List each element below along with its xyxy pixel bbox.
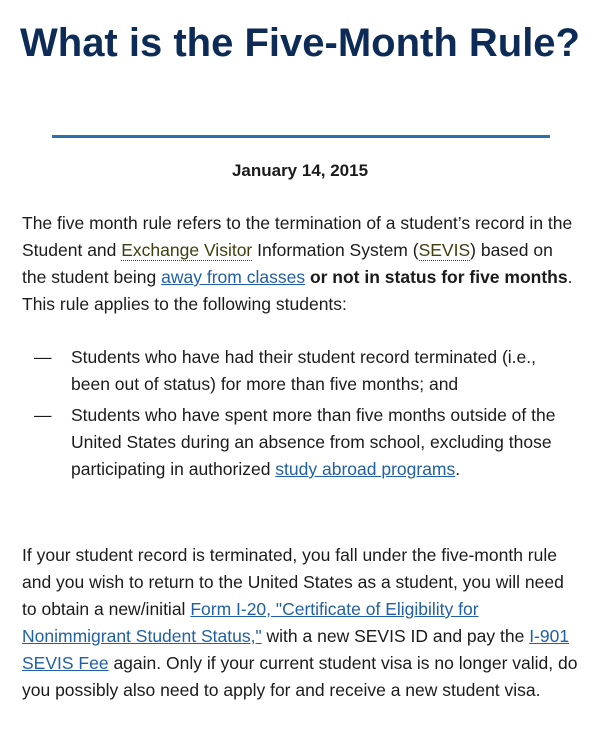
publish-date: January 14, 2015: [231, 161, 369, 180]
term-exchange-visitor[interactable]: Exchange Visitor: [121, 240, 253, 260]
bullet-list: [22, 344, 578, 487]
para2-text-3: again. Only if your current student visa is no longer valid, do you possibly also need to apply for and receive a new student visa.: [22, 653, 578, 700]
para2-text-1: If your student record is terminated, you fall under the five-month rule and you wish to return to the United States as a student, you will need to obtain a new/initial: [22, 545, 564, 619]
bullet-text: Students who have had their student record terminated (i.e., been out of status) for more than five months; and: [71, 347, 536, 394]
intro-paragraph: [22, 210, 578, 318]
terminated-record-paragraph: [22, 542, 578, 704]
intro-text-3: ) based on the student being: [22, 240, 553, 287]
away-from-classes-link[interactable]: away from classes: [161, 267, 306, 287]
intro-text-2: Information System (: [252, 240, 419, 260]
para2-text-2: with a new SEVIS ID and pay the: [261, 626, 530, 646]
term-sevis[interactable]: SEVIS: [418, 240, 471, 260]
list-item: [22, 344, 578, 398]
title-divider: [52, 135, 550, 138]
dash-bullet: —: [34, 405, 52, 425]
study-abroad-link[interactable]: study abroad programs: [275, 459, 456, 479]
form-i20-link[interactable]: Form I-20, "Certificate of Eligibility for Nonimmigrant Student Status,": [22, 599, 479, 646]
bullet-text: Students who have spent more than five months outside of the United States during an absence from school, excluding those participating in authorized: [71, 405, 556, 479]
intro-text-4: . This rule applies to the following students:: [22, 267, 573, 314]
bullet-text-end: .: [455, 459, 461, 479]
sevis-fee-link[interactable]: I-901 SEVIS Fee: [22, 626, 570, 673]
intro-text-1: The five month rule refers to the termination of a student’s record in the Student and: [22, 213, 573, 260]
dash-bullet: —: [34, 347, 52, 367]
list-item: [22, 402, 578, 483]
intro-bold-text: or not in status for five months: [305, 267, 568, 287]
page-title: What is the Five-Month Rule?: [20, 21, 580, 65]
